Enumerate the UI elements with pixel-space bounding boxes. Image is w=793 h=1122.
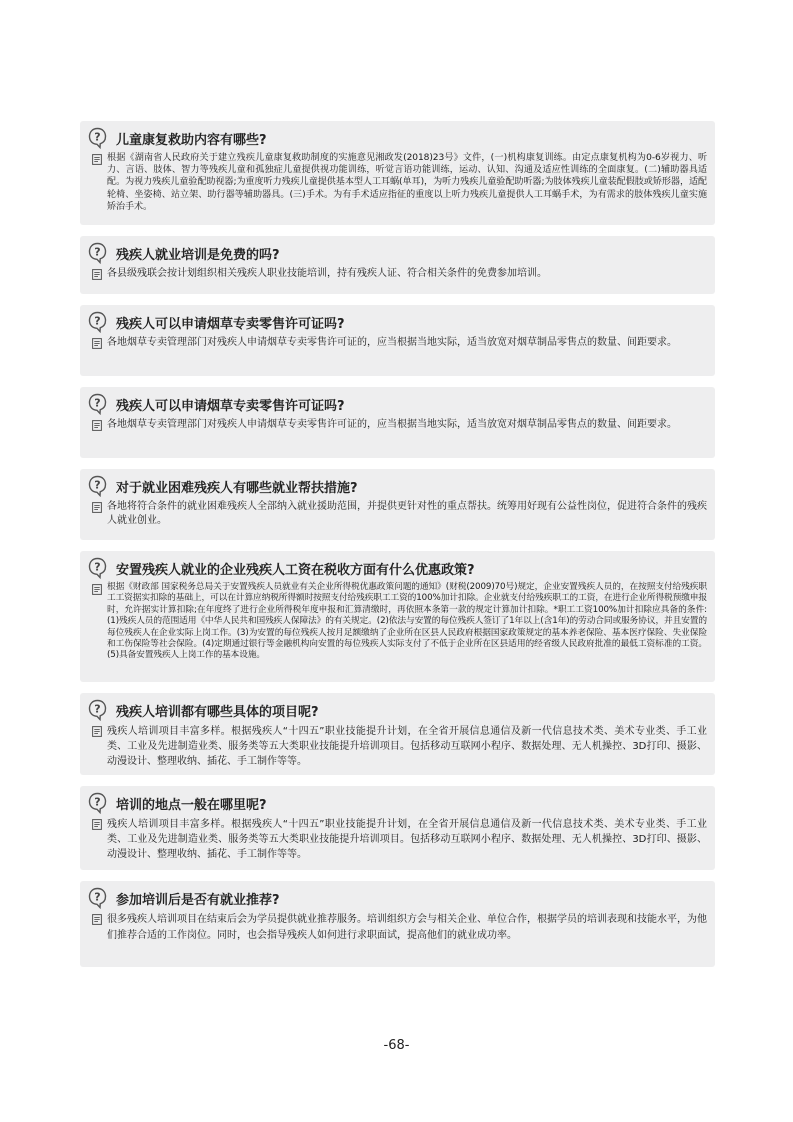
svg-text:?: ? xyxy=(94,396,101,410)
faq-answer-row xyxy=(88,336,707,350)
faq-answer: 各地烟草专卖管理部门对残疾人申请烟草专卖零售许可证的，应当根据当地实际，适当放宽对烟草制品零售点的数量、间距要求。 xyxy=(107,419,677,430)
svg-text:?: ? xyxy=(94,795,101,809)
question-bubble-icon xyxy=(88,475,107,497)
document-icon xyxy=(92,269,102,280)
faq-answer: 各地将符合条件的就业困难残疾人全部纳入就业援助范围，并提供更针对性的重点帮扶。统筹用好现有公益性岗位，促进符合条件的残疾人就业创业。 xyxy=(107,501,707,526)
faq-question-row xyxy=(88,308,707,336)
question-bubble-icon xyxy=(88,792,107,814)
faq-answer-row xyxy=(88,817,707,862)
faq-answer-row xyxy=(88,418,707,432)
question-bubble-icon xyxy=(88,242,107,264)
faq-question: 儿童康复救助内容有哪些? xyxy=(116,132,267,148)
faq-answer-row xyxy=(88,500,707,527)
faq-question-row xyxy=(88,554,707,582)
faq-answer-row xyxy=(88,724,707,769)
svg-text:?: ? xyxy=(94,130,101,144)
svg-text:?: ? xyxy=(94,478,101,492)
document-icon xyxy=(92,502,102,513)
question-bubble-icon xyxy=(88,311,107,333)
faq-card xyxy=(80,786,715,870)
svg-text:?: ? xyxy=(94,314,101,328)
faq-question: 对于就业困难残疾人有哪些就业帮扶措施? xyxy=(116,480,358,496)
question-bubble-icon xyxy=(88,887,107,909)
question-bubble-icon xyxy=(88,127,107,149)
faq-answer: 各县级残联会按计划组织相关残疾人职业技能培训，持有残疾人证、符合相关条件的免费参加培训。 xyxy=(107,268,547,279)
faq-answer: 各地烟草专卖管理部门对残疾人申请烟草专卖零售许可证的，应当根据当地实际，适当放宽对烟草制品零售点的数量、间距要求。 xyxy=(107,337,677,348)
svg-text:?: ? xyxy=(94,560,101,574)
faq-question: 残疾人就业培训是免费的吗? xyxy=(116,247,280,263)
faq-question: 安置残疾人就业的企业残疾人工资在税收方面有什么优惠政策? xyxy=(116,562,475,578)
faq-card xyxy=(80,693,715,775)
faq-question: 参加培训后是否有就业推荐? xyxy=(116,892,280,908)
svg-text:?: ? xyxy=(94,245,101,259)
faq-answer-row xyxy=(88,912,707,943)
faq-card xyxy=(80,551,715,682)
faq-card xyxy=(80,387,715,458)
document-icon xyxy=(92,914,102,925)
svg-text:?: ? xyxy=(94,702,101,716)
faq-answer: 根据《湖南省人民政府关于建立残疾儿童康复救助制度的实施意见湘政发(2018)23号》文件，(一)机构康复训练。由定点康复机构为0-6岁视力、听力、言语、肢体、智力等残疾儿童和孤独症儿童提供视功能训练，听觉言语功能训练，运动、认知、沟通及适应性训练的全面康复。(二)辅助器具适配。为视力残疾儿童验配助视器;为重度听力残疾儿童提供基本型人工耳蜗(单耳)，为听力残疾儿童验配助听器;为肢体残疾儿童装配假肢或矫形器，适配轮椅、坐姿椅、站立架、助行器等辅助器具。(三)手术。为有手术适应指征的重度以上听力残疾儿童提供人工耳蜗手术，为有需求的肢体残疾儿童实施矫治手术。 xyxy=(107,153,707,212)
faq-answer-row xyxy=(88,152,707,213)
document-icon xyxy=(92,420,102,431)
faq-answer-row xyxy=(88,267,707,281)
faq-answer: 很多残疾人培训项目在结束后会为学员提供就业推荐服务。培训组织方会与相关企业、单位合作，根据学员的培训表现和技能水平，为他们推荐合适的工作岗位。同时，也会指导残疾人如何进行求职面试，提高他们的就业成功率。 xyxy=(107,914,707,941)
faq-card xyxy=(80,305,715,376)
faq-question: 残疾人可以申请烟草专卖零售许可证吗? xyxy=(116,398,345,414)
faq-list xyxy=(80,121,715,978)
question-bubble-icon xyxy=(88,393,107,415)
question-bubble-icon xyxy=(88,699,107,721)
faq-answer: 残疾人培训项目丰富多样。根据残疾人“十四五”职业技能提升计划，在全省开展信息通信及新一代信息技术类、美术专业类、手工业类、工业及先进制造业类、服务类等五大类职业技能提升培训项目。包括移动互联网小程序、数据处理、无人机操控、3D打印、摄影、动漫设计、整理收纳、插花、手工制作等等。 xyxy=(107,819,707,860)
document-icon xyxy=(92,584,102,595)
page-number: -68- xyxy=(383,1038,410,1053)
faq-card xyxy=(80,881,715,967)
faq-question: 培训的地点一般在哪里呢? xyxy=(116,797,267,813)
question-bubble-icon xyxy=(88,557,107,579)
document-icon xyxy=(92,338,102,349)
faq-card xyxy=(80,469,715,540)
faq-question: 残疾人可以申请烟草专卖零售许可证吗? xyxy=(116,316,345,332)
document-icon xyxy=(92,154,102,165)
svg-text:?: ? xyxy=(94,890,101,904)
faq-card xyxy=(80,236,715,294)
faq-answer: 残疾人培训项目丰富多样。根据残疾人“十四五”职业技能提升计划，在全省开展信息通信及新一代信息技术类、美术专业类、手工业类、工业及先进制造业类、服务类等五大类职业技能提升培训项目。包括移动互联网小程序、数据处理、无人机操控、3D打印、摄影、动漫设计、整理收纳、插花、手工制作等等。 xyxy=(107,726,707,767)
faq-question-row xyxy=(88,390,707,418)
faq-question-row xyxy=(88,884,707,912)
faq-card xyxy=(80,121,715,225)
faq-question-row xyxy=(88,789,707,817)
document-icon xyxy=(92,726,102,737)
faq-question-row xyxy=(88,239,707,267)
faq-question-row xyxy=(88,472,707,500)
faq-answer-row xyxy=(88,582,707,662)
faq-question: 残疾人培训都有哪些具体的项目呢? xyxy=(116,704,319,720)
faq-question-row xyxy=(88,696,707,724)
faq-answer: 根据《财政部 国家税务总局关于安置残疾人员就业有关企业所得税优惠政策问题的通知》(财税(2009)70号)规定，企业安置残疾人员的，在按照支付给残疾职工工资据实扣除的基础上，可以在计算应纳税所得额时按照支付给残疾职工工资的100%加计扣除。企业就支付给残疾职工的工资，在进行企业所得税预缴申报时，允许据实计算扣除;在年度终了进行企业所得税年度申报和汇算清缴时，再依照本条第一款的规定计算加计扣除。*职工工资100%加计扣除应具备的条件:(1)残疾人员的范围适用《中华人民共和国残疾人保障法》的有关规定。(2)依法与安置的每位残疾人签订了1年以上(含1年)的劳动合同或服务协议，并且安置的每位残疾人在企业实际上岗工作。(3)为安置的每位残疾人按月足额缴纳了企业所在区县人民政府根据国家政策规定的基本养老保险、基本医疗保险、失业保险和工伤保险等社会保险。(4)定期通过银行等金融机构向安置的每位残疾人实际支付了不低于企业所在区县适用的经省级人民政府批准的最低工资标准的工资。(5)具备安置残疾人上岗工作的基本设施。 xyxy=(107,582,707,661)
document-icon xyxy=(92,819,102,830)
faq-question-row xyxy=(88,124,707,152)
